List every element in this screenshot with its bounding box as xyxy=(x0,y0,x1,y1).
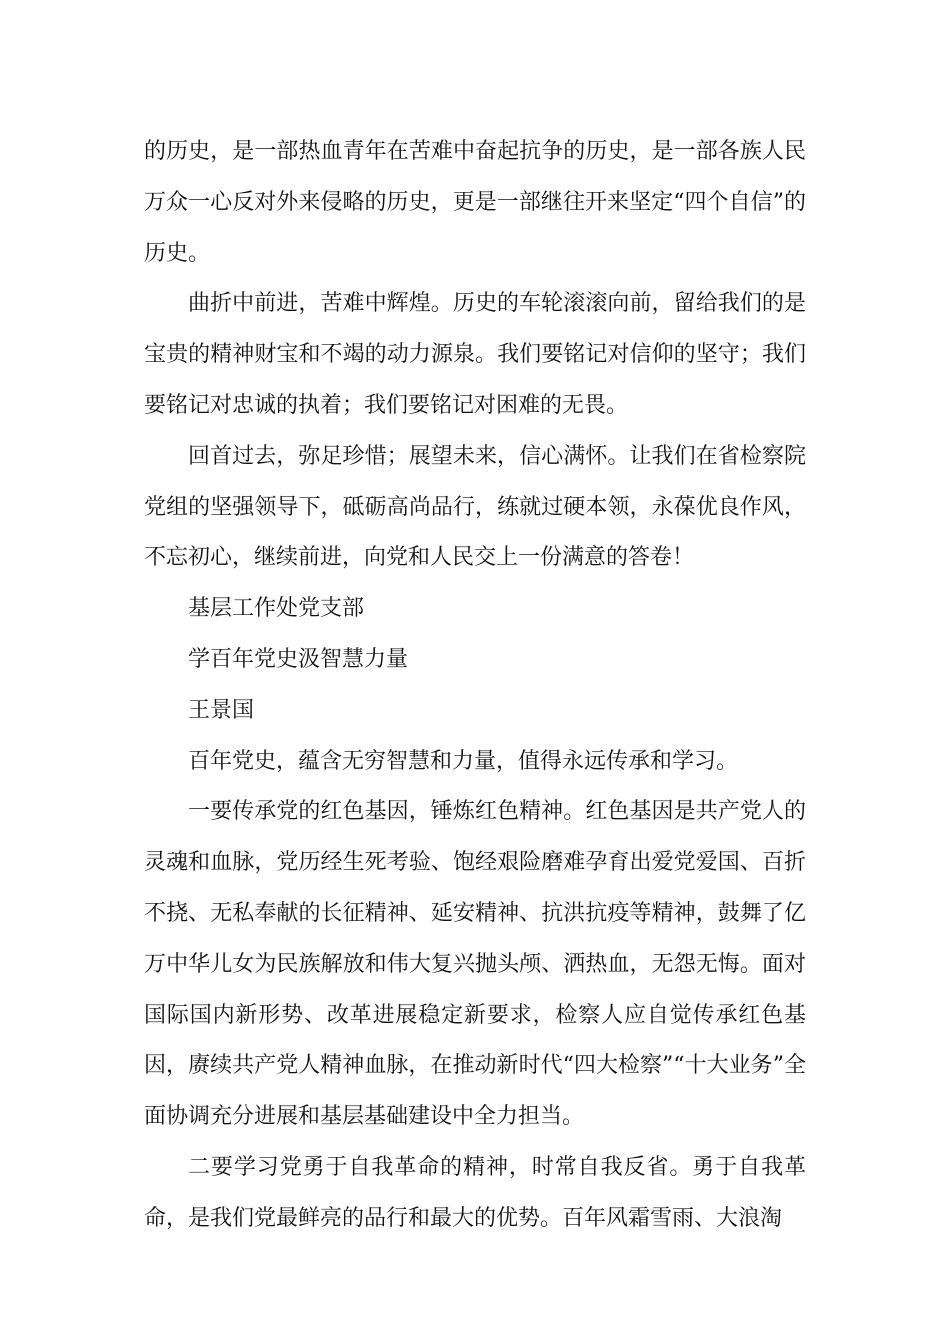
paragraph-intro: 百年党史，蕴含无穷智慧和力量，值得永远传承和学习。 xyxy=(188,748,739,774)
author-name: 王景国 xyxy=(188,697,255,723)
paragraph-look-back: 回首过去，弥足珍惜；展望未来，信心满怀。让我们在省检察院党组的坚强领导下，砥砺高尚品行，练就过硬本领，永葆优良作风，不忘初心，继续前进，向党和人民交上一份满意的答卷！ xyxy=(144,443,806,571)
paragraph-spiritual-wealth: 曲折中前进，苦难中辉煌。历史的车轮滚滚向前，留给我们的是宝贵的精神财宝和不竭的动力源泉。我们要铭记对信仰的坚守；我们要铭记对忠诚的执着；我们要铭记对困难的无畏。 xyxy=(144,291,806,418)
document-body xyxy=(144,127,806,1245)
paragraph-red-gene: 一要传承党的红色基因，锤炼红色精神。红色基因是共产党人的灵魂和血脉，党历经生死考验、饱经艰险磨难孕育出爱党爱国、百折不挠、无私奉献的长征精神、延安精神、抗洪抗疫等精神，鼓舞了亿万中华儿女为民族解放和伟大复兴抛头颅、洒热血，无怨无悔。面对国际国内新形势、改革进展稳定新要求，检察人应自觉传承红色基因，赓续共产党人精神血脉，在推动新时代“四大检察”“十大业务”全面协调充分进展和基层基础建设中全力担当。 xyxy=(144,799,806,1130)
paragraph-history-continuation: 的历史，是一部热血青年在苦难中奋起抗争的历史，是一部各族人民万众一心反对外来侵略的历史，更是一部继往开来坚定“四个自信”的历史。 xyxy=(144,139,806,266)
article-title: 学百年党史汲智慧力量 xyxy=(188,646,409,672)
author-department: 基层工作处党支部 xyxy=(188,596,365,622)
paragraph-self-revolution: 二要学习党勇于自我革命的精神，时常自我反省。勇于自我革命，是我们党最鲜亮的品行和最大的优势。百年风霜雪雨、大浪淘 xyxy=(144,1154,806,1231)
